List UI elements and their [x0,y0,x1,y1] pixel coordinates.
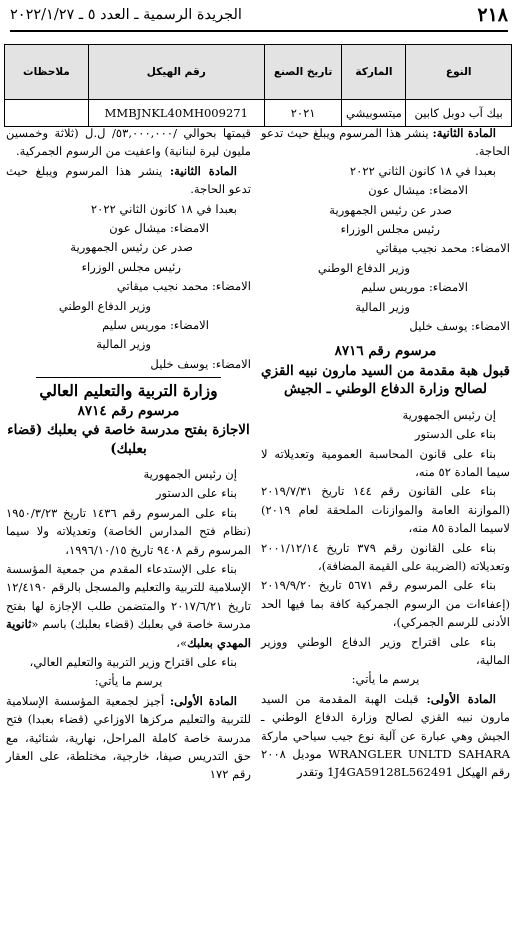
vehicle-table [4,44,512,127]
table-cell [5,100,89,127]
body-paragraph: يرسم ما يأتي: [94,674,163,689]
table-row [5,100,512,127]
column-header: ملاحظات [5,45,89,100]
body-paragraph: إن رئيس الجمهورية [143,466,237,481]
paragraph-text: »، [176,635,188,650]
decree-date: بعبدا في ١٨ كانون الثاني ٢٠٢٢ [349,163,496,178]
column-header: رقم الهيكل [88,45,264,100]
article-text: أجيز لجمعية المؤسسة الإسلامية للتربية والتعليم مركزها الاوزاعي (قضاء بعبدا) فتح مدرسة خاصة كاملة المراحل، نهارية، شتائية، مع حق التدريس صيفا، خارجية، مختلطة، على العقار رقم ١٧٢ [6,693,251,782]
body-paragraph: بناء على اقتراح وزير الدفاع الوطني ووزير المالية، [261,634,510,667]
article-paragraph [261,690,510,782]
decree-heading: مرسوم رقم ٨٧١٤ [77,402,180,419]
issued-by-line: صدر عن رئيس الجمهورية [70,240,193,255]
gazette-title: الجريدة الرسمية ـ العدد ٥ ـ ٢٠٢٢/١/٢٧ [10,7,242,23]
body-paragraph: إن رئيس الجمهورية [402,407,496,422]
body-paragraph: بناء على قانون المحاسبة العمومية وتعديلاته لا سيما المادة ٥٢ منه، [261,446,510,479]
table-cell: MMBJNKL40MH009271 [88,100,264,127]
body-paragraph [6,560,251,652]
decree-subject: الاجازة بفتح مدرسة خاصة في بعلبك (قضاء بعلبك) [7,422,250,457]
column-header: تاريخ الصنع [264,45,342,100]
paragraph-text: بناء على الإستدعاء المقدم من جمعية المؤسسة الإسلامية للتربية والتعليم والمسجل بالرقم ١٢/٤١٩٠ تاريخ ٢٠١٧/٦/٢١ والمتضمن طلب الإجازة لها بفتح مدرسة خاصة في بعلبك (قضاء بعلبك) باسم « [6,561,251,632]
left-column [6,124,251,785]
official-title: وزير المالية [355,299,410,314]
article-text: قبلت الهبة المقدمة من السيد مارون نبيه القزي لصالح وزارة الدفاع الوطني ـ الجيش وهي عبارة عن آلية نوع جيب سياحي ماركة WRANGLER UNLTD SAHARA موديل ٢٠٠٨ رقم الهيكل 1J4GA59128L562491 وتقدر [261,691,510,780]
body-paragraph: بناء على المرسوم رقم ١٤٣٦ تاريخ ١٩٥٠/٣/٢٣ (نظام فتح المدارس الخاصة) وتعديلاته ولا سيما المرسوم رقم ٩٤٠٨ تاريخ ١٩٩٦/١٠/١٥، [6,505,251,557]
article-text: ينشر هذا المرسوم ويبلغ حيث تدعو الحاجة. [6,163,251,197]
signature-line: الامضاء: موريس سليم [102,318,209,333]
article-label: المادة الأولى: [169,693,237,708]
table-cell: ميتسوبيشي [342,100,406,127]
section-divider [36,377,221,378]
article-paragraph [261,124,510,161]
body-paragraph: بناء على القانون رقم ٣٧٩ تاريخ ٢٠٠١/١٢/١٤ وتعديلاته (الضريبة على القيمة المضافة)، [261,540,510,573]
signature-line: الامضاء: ميشال عون [368,183,468,198]
table-cell: ٢٠٢١ [264,100,342,127]
article-paragraph [6,692,251,784]
table-cell: بيك آب دوبل كابين [406,100,512,127]
signature-line: الامضاء: محمد نجيب ميقاتي [116,279,251,294]
signature-line: الامضاء: يوسف خليل [409,319,510,334]
official-title: وزير الدفاع الوطني [317,260,410,275]
body-paragraph: بناء على القانون رقم ١٤٤ تاريخ ٢٠١٩/٧/٣١ (الموازنة العامة والموازنات الملحقة لعام ٢٠١٩) لاسيما المادة ٨٥ منه، [261,484,510,536]
official-title: رئيس مجلس الوزراء [81,259,181,274]
issued-by-line: صدر عن رئيس الجمهورية [329,202,452,217]
body-paragraph: بناء على الدستور [155,486,237,501]
body-paragraph: بناء على الدستور [414,427,496,442]
table-header-row [5,45,512,100]
school-name: ثانوية المهدي بعلبك [6,617,251,650]
article-label: المادة الثانية: [432,126,496,140]
body-paragraph: قيمتها بحوالي /٥٣,٠٠٠,٠٠٠/ ل.ل (ثلاثة وخمسين مليون ليرة لبنانية) واعفيت من الرسوم الجمركية. [6,126,251,159]
column-header: النوع [406,45,512,100]
article-label: المادة الثانية: [169,163,237,178]
column-header: الماركة [342,45,406,100]
page-header [10,4,508,32]
signature-line: الامضاء: ميشال عون [109,221,209,236]
right-column [261,124,510,783]
official-title: وزير الدفاع الوطني [58,298,151,313]
signature-line: الامضاء: يوسف خليل [150,356,251,371]
signature-line: الامضاء: موريس سليم [361,280,468,295]
decree-date: بعبدا في ١٨ كانون الثاني ٢٠٢٢ [90,201,237,216]
article-paragraph [6,162,251,199]
decree-heading: مرسوم رقم ٨٧١٦ [334,343,437,360]
body-paragraph: يرسم ما يأتي: [351,672,420,687]
body-paragraph: بناء على المرسوم رقم ٥٦٧١ تاريخ ٢٠١٩/٩/٢٠ (إعفاءات من الرسوم الجمركية كافة بما فيها الحد الأدنى للرسم الجمركي)، [261,578,510,630]
article-label: المادة الأولى: [426,691,496,706]
official-title: وزير المالية [96,337,151,352]
decree-subject: قبول هبة مقدمة من السيد مارون نبيه القزي لصالح وزارة الدفاع الوطني ـ الجيش [261,362,510,398]
page-number: ٢١٨ [477,4,508,26]
article-text: ينشر هذا المرسوم ويبلغ حيث تدعو الحاجة. [261,126,510,159]
ministry-heading: وزارة التربية والتعليم العالي [39,381,218,401]
official-title: رئيس مجلس الوزراء [340,222,440,237]
signature-line: الامضاء: محمد نجيب ميقاتي [375,241,510,256]
body-paragraph: بناء على اقتراح وزير التربية والتعليم العالي، [29,654,237,669]
